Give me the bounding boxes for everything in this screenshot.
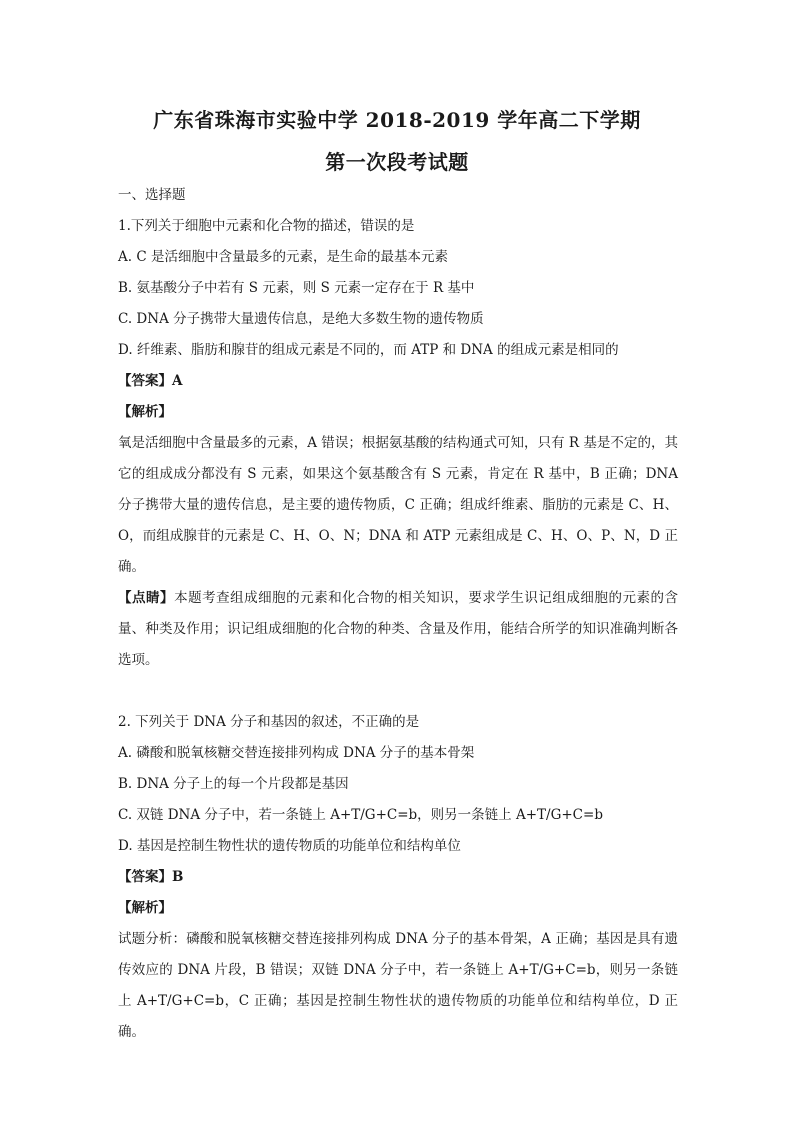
q2-analysis-label: 【解析】 (118, 900, 172, 916)
q1-point-label: 【点睛】 (118, 590, 175, 606)
q1-analysis-label: 【解析】 (118, 404, 172, 420)
document-title-line2: 第一次段考试题 (325, 150, 469, 174)
q1-option-c: C. DNA 分子携带大量遗传信息，是绝大多数生物的遗传物质 (118, 311, 484, 327)
q2-analysis-text: 试题分析：磷酸和脱氧核糖交替连接排列构成 DNA 分子的基本骨架，A 正确；基因是具有遗传效应的 DNA 片段，B 错误；双链 DNA 分子中，若一条链上 A+T/G+C=b，则另一条链上 A+T/G+C=b，C 正确；基因是控制生物性状的遗传物质的功能单位和结构单位，D 正确。 (118, 931, 678, 1040)
q1-analysis-text: 氧是活细胞中含量最多的元素，A 错误；根据氨基酸的结构通式可知，只有 R 基是不定的，其它的组成成分都没有 S 元素，如果这个氨基酸含有 S 元素，肯定在 R 基中，B 正确；DNA 分子携带大量的遗传信息，是主要的遗传物质，C 正确；组成纤维素、脂肪的元素是 C、H、O，而组成腺苷的元素是 C、H、O、N；DNA 和 ATP 元素组成是 C、H、O、P、N，D 正确。 (118, 435, 678, 575)
q1-option-d: D. 纤维素、脂肪和腺苷的组成元素是不同的，而 ATP 和 DNA 的组成元素是相同的 (118, 342, 619, 358)
q1-stem: 1.下列关于细胞中元素和化合物的描述，错误的是 (118, 218, 415, 234)
q1-point (118, 583, 678, 676)
q2-option-b: B. DNA 分子上的每一个片段都是基因 (118, 776, 349, 792)
q2-option-c: C. 双链 DNA 分子中，若一条链上 A+T/G+C=b，则另一条链上 A+T/G+C=b (118, 807, 603, 823)
spacer (118, 676, 678, 707)
q1-option-b: B. 氨基酸分子中若有 S 元素，则 S 元素一定存在于 R 基中 (118, 280, 475, 296)
q2-answer: 【答案】B (118, 869, 184, 885)
document-title-line1: 广东省珠海市实验中学 2018-2019 学年高二下学期 (153, 108, 641, 132)
q1-option-a: A. C 是活细胞中含量最多的元素，是生命的最基本元素 (118, 249, 448, 265)
q2-option-d: D. 基因是控制生物性状的遗传物质的功能单位和结构单位 (118, 838, 461, 854)
section-heading: 一、选择题 (118, 187, 186, 203)
document-body (118, 180, 678, 1048)
q1-point-text: 本题考查组成细胞的元素和化合物的相关知识，要求学生识记组成细胞的元素的含量、种类及作用；识记组成细胞的化合物的种类、含量及作用，能结合所学的知识准确判断各选项。 (118, 590, 679, 668)
q2-stem: 2. 下列关于 DNA 分子和基因的叙述，不正确的是 (118, 714, 420, 730)
q1-answer: 【答案】A (118, 373, 183, 389)
q2-option-a: A. 磷酸和脱氧核糖交替连接排列构成 DNA 分子的基本骨架 (118, 745, 475, 761)
